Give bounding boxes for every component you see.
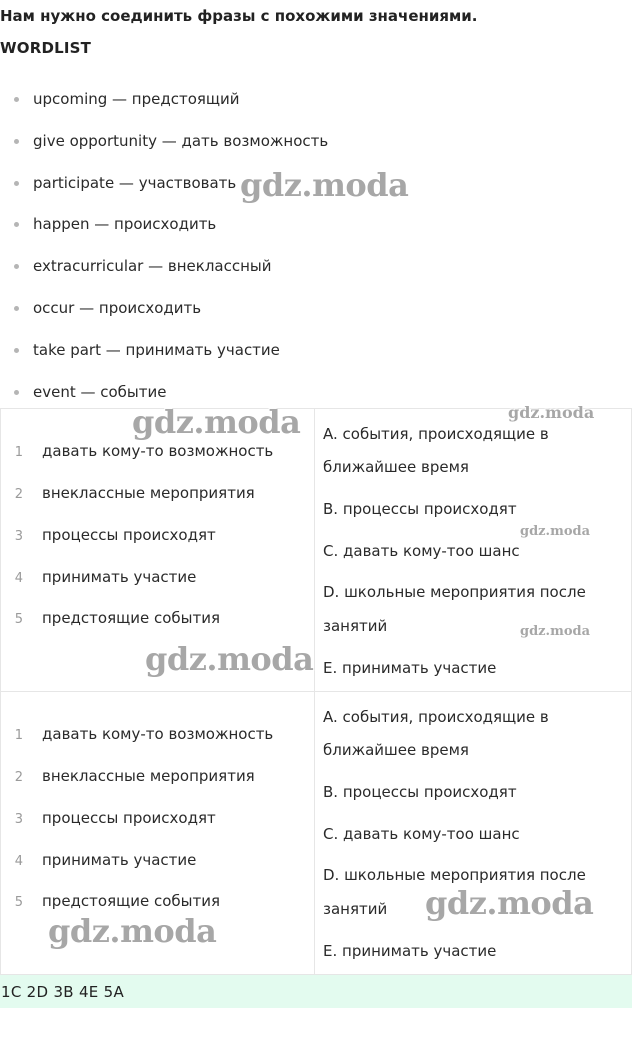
list-item: participate — участвовать (0, 167, 632, 209)
phrase-item: 3 процессы происходят (14, 526, 216, 544)
phrase-item: 2 внеклассные мероприятия (14, 484, 255, 502)
watermark: gdz.moda (520, 524, 591, 539)
watermark: gdz.moda (48, 912, 217, 950)
option-text: A. события, происходящие в (323, 708, 549, 726)
bullet-icon (14, 348, 19, 353)
list-item: event — событие (0, 376, 632, 418)
list-item: take part — принимать участие (0, 334, 632, 376)
list-item: occur — происходить (0, 292, 632, 334)
answer-bar: 1C 2D 3B 4E 5A (0, 975, 632, 1008)
wordlist (0, 83, 632, 417)
option-text: ближайшее время (323, 458, 469, 476)
option-text: занятий (323, 617, 388, 635)
matching-table-1 (0, 408, 632, 692)
watermark: gdz.moda (132, 403, 301, 441)
option-text: B. процессы происходят (323, 500, 517, 518)
option-text: D. школьные мероприятия после (323, 583, 586, 601)
option-text: C. давать кому-тоо шанс (323, 825, 520, 843)
bullet-icon (14, 97, 19, 102)
bullet-icon (14, 306, 19, 311)
option-text: E. принимать участие (323, 942, 497, 960)
phrase-item: 1 давать кому-то возможность (14, 442, 274, 460)
intro-text: Нам нужно соединить фразы с похожими значениями. (0, 7, 478, 25)
definitions-column (315, 692, 632, 974)
option-text: занятий (323, 900, 388, 918)
watermark: gdz.moda (520, 624, 591, 639)
list-item: extracurricular — внеклассный (0, 250, 632, 292)
option-text: E. принимать участие (323, 659, 497, 677)
list-item: upcoming — предстоящий (0, 83, 632, 125)
watermark: gdz.moda (240, 166, 409, 204)
phrase-item: 1 давать кому-то возможность (14, 725, 274, 743)
phrase-item: 2 внеклассные мероприятия (14, 767, 255, 785)
option-text: B. процессы происходят (323, 783, 517, 801)
option-text: C. давать кому-тоо шанс (323, 542, 520, 560)
list-item: happen — происходить (0, 208, 632, 250)
option-text: A. события, происходящие в (323, 425, 549, 443)
phrase-item: 5 предстоящие события (14, 892, 221, 910)
bullet-icon (14, 264, 19, 269)
wordlist-title: WORDLIST (0, 39, 92, 57)
definitions-column (315, 409, 632, 691)
bullet-icon (14, 181, 19, 186)
phrase-item: 5 предстоящие события (14, 609, 221, 627)
bullet-icon (14, 139, 19, 144)
phrase-item: 4 принимать участие (14, 851, 197, 869)
list-item: give opportunity — дать возможность (0, 125, 632, 167)
watermark: gdz.moda (508, 403, 595, 422)
option-text: D. школьные мероприятия после (323, 866, 586, 884)
bullet-icon (14, 390, 19, 395)
option-text: ближайшее время (323, 741, 469, 759)
phrase-item: 4 принимать участие (14, 568, 197, 586)
phrase-item: 3 процессы происходят (14, 809, 216, 827)
bullet-icon (14, 222, 19, 227)
watermark: gdz.moda (145, 640, 314, 678)
watermark: gdz.moda (425, 884, 594, 922)
